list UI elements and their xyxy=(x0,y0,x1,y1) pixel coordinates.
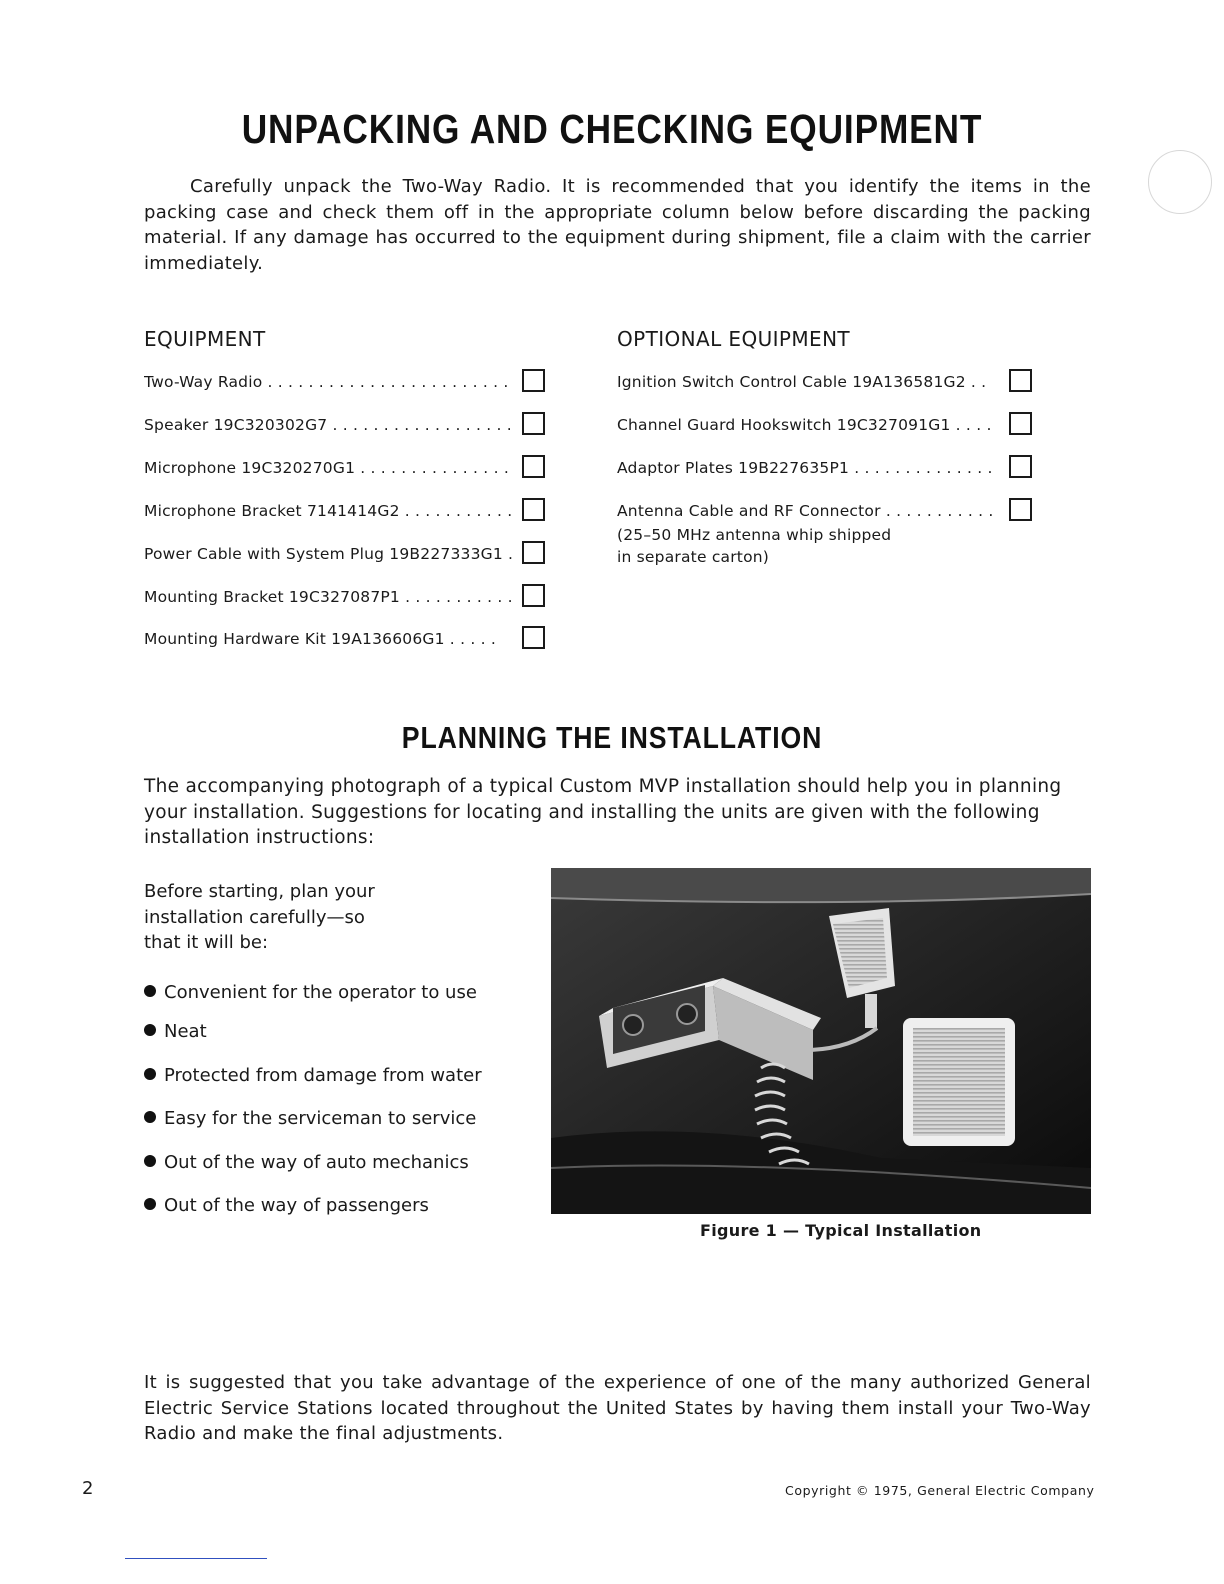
bullet-icon xyxy=(144,1024,156,1036)
planning-lead-in xyxy=(144,879,444,956)
page-title: UNPACKING AND CHECKING EQUIPMENT xyxy=(241,106,983,152)
list-item-text: Protected from damage from water xyxy=(164,1065,482,1086)
copyright-notice: Copyright © 1975, General Electric Company xyxy=(785,1483,1095,1498)
optional-equipment-item xyxy=(617,369,1033,397)
equipment-item-label: Microphone 19C320270G1 . . . . . . . . . . . . . . . xyxy=(144,459,509,477)
equipment-checkbox[interactable] xyxy=(522,455,545,478)
equipment-heading: EQUIPMENT xyxy=(144,327,266,351)
optional-equipment-item xyxy=(617,412,1033,440)
equipment-checkbox[interactable] xyxy=(522,369,545,392)
equipment-checkbox[interactable] xyxy=(522,412,545,435)
bullet-icon xyxy=(144,1155,156,1167)
optional-equipment-checkbox[interactable] xyxy=(1009,455,1032,478)
list-item xyxy=(144,1195,429,1216)
equipment-checkbox[interactable] xyxy=(522,626,545,649)
equipment-item xyxy=(144,498,544,526)
list-item xyxy=(144,1152,469,1173)
optional-equipment-item xyxy=(617,455,1033,483)
closing-paragraph: It is suggested that you take advantage of the experience of one of the many authorized General Electric Service Stations located throughout the United States by having them install your Two-Way Radio and make the final adjustments. xyxy=(144,1372,1091,1445)
list-item xyxy=(144,982,477,1003)
bullet-icon xyxy=(144,985,156,997)
list-item-text: Easy for the serviceman to service xyxy=(164,1108,477,1129)
list-item-text: Neat xyxy=(164,1021,207,1042)
list-item xyxy=(144,1065,482,1086)
equipment-item-label: Power Cable with System Plug 19B227333G1 . xyxy=(144,545,514,563)
equipment-item-label: Two-Way Radio . . . . . . . . . . . . . . . . . . . . . . . . xyxy=(144,373,509,391)
equipment-item xyxy=(144,369,544,397)
equipment-item-label: Mounting Hardware Kit 19A136606G1 . . . . . xyxy=(144,630,496,648)
list-item-text: Out of the way of passengers xyxy=(164,1195,429,1216)
equipment-item xyxy=(144,626,544,654)
optional-equipment-checkbox[interactable] xyxy=(1009,369,1032,392)
antenna-note-line: (25–50 MHz antenna whip shipped xyxy=(617,526,892,544)
equipment-checkbox[interactable] xyxy=(522,584,545,607)
antenna-note-line: in separate carton) xyxy=(617,548,770,566)
binder-hole-mark xyxy=(1148,150,1212,214)
lead-in-line: Before starting, plan your xyxy=(144,881,375,902)
list-item-text: Out of the way of auto mechanics xyxy=(164,1152,469,1173)
optional-equipment-item-label: Antenna Cable and RF Connector . . . . . . . . . . . xyxy=(617,502,994,520)
equipment-item-label: Mounting Bracket 19C327087P1 . . . . . . . . . . . xyxy=(144,588,513,606)
equipment-item xyxy=(144,412,544,440)
equipment-checkbox[interactable] xyxy=(522,541,545,564)
equipment-item-label: Speaker 19C320302G7 . . . . . . . . . . . . . . . . . . xyxy=(144,416,512,434)
list-item xyxy=(144,1108,476,1129)
installation-photo xyxy=(551,868,1091,1214)
section-title: PLANNING THE INSTALLATION xyxy=(401,720,823,755)
equipment-item-label: Microphone Bracket 7141414G2 . . . . . . . . . . . xyxy=(144,502,513,520)
optional-equipment-item xyxy=(617,498,1033,526)
optional-equipment-heading: OPTIONAL EQUIPMENT xyxy=(617,327,851,351)
bullet-icon xyxy=(144,1068,156,1080)
equipment-item xyxy=(144,584,544,612)
optional-equipment-item-label: Channel Guard Hookswitch 19C327091G1 . . . . xyxy=(617,416,992,434)
list-item xyxy=(144,1021,207,1042)
list-item-text: Convenient for the operator to use xyxy=(164,982,477,1003)
optional-equipment-item-label: Adaptor Plates 19B227635P1 . . . . . . . . . . . . . . xyxy=(617,459,993,477)
lead-in-line: that it will be: xyxy=(144,932,269,954)
equipment-item xyxy=(144,541,544,569)
page-number: 2 xyxy=(82,1478,94,1499)
edge-rule xyxy=(125,1558,267,1559)
figure-caption: Figure 1 — Typical Installation xyxy=(700,1221,982,1240)
optional-equipment-item-label: Ignition Switch Control Cable 19A136581G2 . . xyxy=(617,373,987,391)
equipment-item xyxy=(144,455,544,483)
installation-photo-drawing xyxy=(551,868,1091,1214)
optional-equipment-checkbox[interactable] xyxy=(1009,412,1032,435)
bullet-icon xyxy=(144,1198,156,1210)
equipment-checkbox[interactable] xyxy=(522,498,545,521)
intro-paragraph: Carefully unpack the Two-Way Radio. It is recommended that you identify the items in the packing case and check them off in the appropriate column below before discarding the packing material. If any damage has occurred to the equipment during shipment, file a claim with the carrier immediately. xyxy=(144,176,1091,274)
lead-in-line: installation carefully—so xyxy=(144,906,365,928)
planning-paragraph: The accompanying photograph of a typical Custom MVP installation should help you in planning your installation. Suggestions for locating and installing the units are given with the following installation instructions: xyxy=(144,776,1062,849)
bullet-icon xyxy=(144,1111,156,1123)
optional-equipment-checkbox[interactable] xyxy=(1009,498,1032,521)
